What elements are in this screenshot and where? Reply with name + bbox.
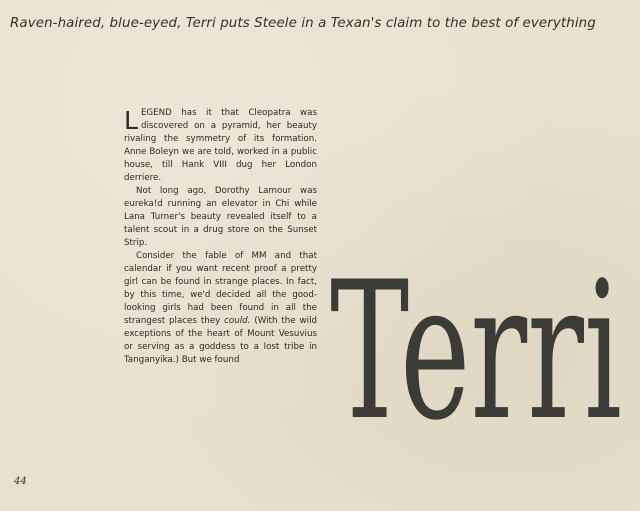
paragraph-3	[124, 250, 317, 367]
paragraph-2: Not long ago, Dorothy Lamour was eureka!d running an elevator in Chi while Lana Turner's beauty revealed itself to a talent scout in a drug store on the Sunset Strip.	[124, 186, 317, 248]
paragraph-1-text: EGEND has it that Cleopatra was discovered on a pyramid, her beauty rivaling the symmetry of its formation. Anne Boleyn we are told, worked in a public house, till Hank VIII dug her London derriere.	[124, 108, 317, 183]
paragraph-3-text-a: Consider the fable of MM and that calendar if you want recent proof a pretty girl can be found in strange places. In fact, by this time, we'd decided all the good-looking girls had been found in all the strangest places they	[124, 251, 317, 326]
paragraph-1	[124, 107, 317, 185]
title-word-terri	[330, 252, 630, 427]
headline: Raven-haired, blue-eyed, Terri puts Steele in a Texan's claim to the best of everything	[10, 16, 596, 31]
title-word-text: Terri	[330, 252, 622, 427]
title-word-graphic	[330, 252, 630, 427]
article-column	[124, 107, 317, 367]
paragraph-3-emphasis: could.	[224, 316, 251, 326]
drop-cap: L	[124, 106, 138, 135]
page-number: 44	[14, 476, 27, 487]
paragraph-3-text-b: (With the wild exceptions of the heart of Mount Vesuvius or serving as a goddess to a lost tribe in Tanganyika.) But we found	[124, 316, 317, 365]
